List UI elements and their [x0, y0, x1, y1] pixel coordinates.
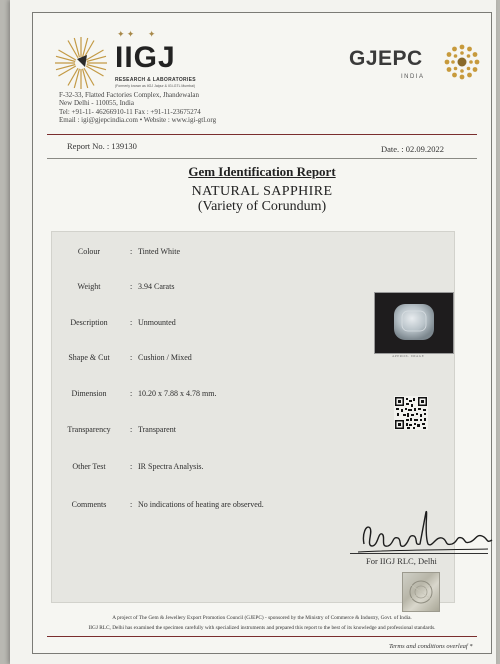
address-line: F-32-33, Flatted Factories Complex, Jhandewalan — [59, 91, 199, 99]
detail-label: Weight — [77, 282, 101, 291]
gjepc-logo — [349, 43, 479, 83]
gem-image-icon — [375, 293, 453, 353]
detail-separator: : — [130, 318, 133, 327]
divider — [47, 158, 477, 159]
hologram-seal — [402, 572, 440, 612]
detail-separator: : — [130, 353, 133, 362]
address-contact: Email : igi@gjepcindia.com • Website : www.igi-gtl.org — [59, 116, 217, 125]
detail-value: 3.94 Carats — [138, 282, 175, 291]
gem-name: NATURAL SAPPHIRE — [191, 184, 333, 199]
gjepc-emblem-icon — [443, 43, 481, 81]
brand-name: IIGJ — [115, 41, 176, 74]
certificate-frame — [32, 12, 492, 654]
footer-sponsor-note: A project of The Gem & Jewellery Export Promotion Council (GJEPC) - sponsored by the Ministry of Commerce & Industry, Govt. of India. — [112, 615, 412, 621]
divider — [47, 636, 477, 637]
detail-label: Colour — [77, 247, 101, 256]
photo-caption: APPROX. IMAGE — [392, 354, 425, 358]
brand-subtitle-note: (Formerly known as IIGJ Jaipur & IGI-GTL Mumbai) — [115, 84, 195, 88]
gem-variety: (Variety of Corundum) — [197, 199, 327, 214]
detail-label: Dimension — [71, 389, 107, 398]
divider — [47, 134, 477, 135]
detail-label: Description — [70, 318, 108, 327]
address-phone: Tel: +91-11- 46266910-11 Fax : +91-11-23675274 — [59, 107, 201, 116]
detail-label: Transparency — [67, 425, 111, 434]
detail-value: Unmounted — [138, 318, 176, 327]
report-number — [67, 141, 137, 151]
detail-separator: : — [130, 425, 133, 434]
footer-disclaimer: IIGJ RLC, Delhi has examined the specimen carefully with specialized instruments and prepared this report to the best of its knowledge and professional standards. — [88, 625, 436, 631]
terms-link[interactable]: Terms and conditions overleaf * — [389, 643, 473, 650]
stars-decoration: ✦ ✦ ✦ — [117, 29, 156, 39]
report-number-value: 139130 — [111, 141, 137, 151]
lab-address — [59, 91, 216, 125]
detail-value: Cushion / Mixed — [138, 353, 192, 362]
report-date-value: 02.09.2022 — [405, 144, 445, 154]
detail-value: 10.20 x 7.88 x 4.78 mm. — [138, 389, 217, 398]
report-title: Gem Identification Report — [188, 164, 336, 179]
brand-subtitle: RESEARCH & LABORATORIES — [115, 77, 196, 83]
report-number-label: Report No. : — [67, 141, 110, 151]
iigj-logo — [53, 29, 196, 93]
detail-value: No indications of heating are observed. — [138, 500, 264, 509]
detail-separator: : — [130, 500, 133, 509]
detail-label: Shape & Cut — [68, 353, 110, 362]
detail-label: Comments — [71, 500, 107, 509]
report-date-label: Date. : — [381, 144, 404, 154]
sunburst-icon — [53, 35, 109, 91]
qr-code-icon[interactable] — [394, 396, 428, 430]
detail-value: Tinted White — [138, 247, 181, 256]
detail-separator: : — [130, 282, 133, 291]
gem-photo — [374, 292, 454, 354]
details-panel — [51, 231, 455, 603]
address-line: New Delhi - 110055, India — [59, 99, 134, 108]
detail-label: Other Test — [72, 462, 106, 471]
detail-separator: : — [130, 247, 133, 256]
detail-separator: : — [130, 389, 133, 398]
report-date — [381, 144, 444, 154]
signatory: For IIGJ RLC, Delhi — [366, 556, 437, 566]
detail-value: Transparent — [138, 425, 176, 434]
certificate-sheet — [10, 0, 496, 664]
detail-separator: : — [130, 462, 133, 471]
signature-line — [350, 553, 488, 554]
hologram-icon — [403, 573, 439, 611]
gjepc-name: GJEPC — [349, 47, 423, 70]
gjepc-country: INDIA — [401, 74, 425, 80]
detail-value: IR Spectra Analysis. — [138, 462, 204, 471]
